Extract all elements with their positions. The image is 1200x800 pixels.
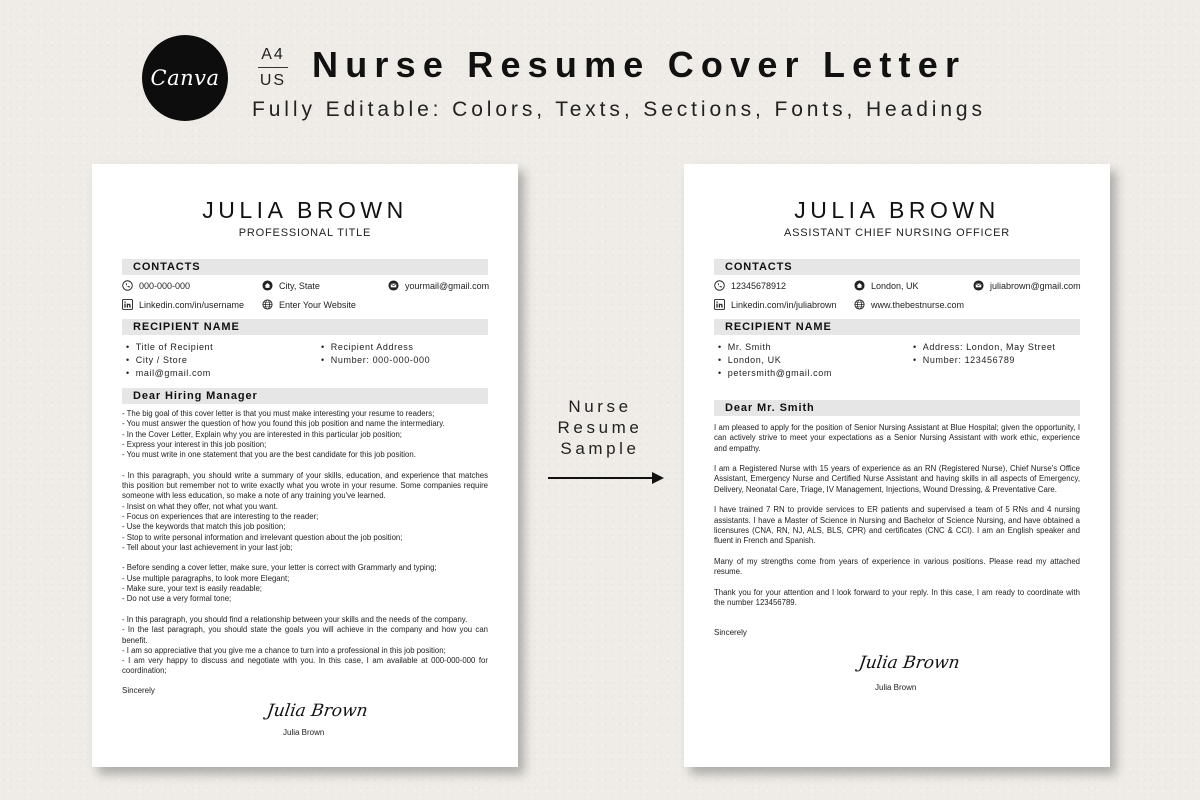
greeting-heading: Dear Hiring Manager bbox=[122, 388, 488, 404]
size-a4: A4 bbox=[258, 46, 288, 68]
letter-paragraph: Many of my strengths come from years of experience in various positions. Please read my attached resume. bbox=[714, 556, 1080, 577]
letter-paragraph: I am pleased to apply for the position of Senior Nursing Assistant at Blue Hospital; given the opportunity, I can actively strive to meet your expectations as a Senior Nursing Assistant with work ethic, experience and empathy. bbox=[714, 423, 1080, 453]
contact-location: City, State bbox=[262, 280, 320, 291]
signature: Julia Brown bbox=[857, 653, 961, 673]
phone-icon bbox=[122, 280, 133, 291]
letter-paragraph: I am a Registered Nurse with 15 years of experience as an RN (Registered Nurse), Chief Nurse's Office Assistant, Emergency Nurse and Certified Nurse Assistant and having skills in all aspects of Emergency, Delivery, Neonatal Care, Triage, IV Management, Injections, Wound Dressing, & Preventative Care. bbox=[714, 464, 1080, 494]
subtitle: Fully Editable: Colors, Texts, Sections, Fonts, Headings bbox=[252, 98, 986, 121]
resume-title: ASSISTANT CHIEF NURSING OFFICER bbox=[783, 227, 1011, 239]
signature-name: Julia Brown bbox=[875, 683, 917, 692]
location-icon bbox=[262, 280, 273, 291]
closing: Sincerely bbox=[122, 686, 155, 695]
linkedin-icon bbox=[714, 299, 725, 310]
contact-phone: 12345678912 bbox=[714, 280, 786, 291]
paper-size bbox=[258, 46, 288, 90]
contact-linkedin: Linkedin.com/in/username bbox=[122, 299, 244, 310]
letter-paragraph: Thank you for your attention and I look forward to your reply. In this case, I am ready to coordinate with the number 123456789. bbox=[714, 587, 1080, 608]
contact-website: Enter Your Website bbox=[262, 299, 356, 310]
contact-email: yourmail@gmail.com bbox=[388, 280, 489, 291]
letter-paragraph: - In this paragraph, you should write a summary of your skills, education, and experience that matches this position but remember not to write exactly what you wrote in your resume. Some companies require someone with less education, so make a note of any training you've learned. - Insist on what they offer, not what you want. - Focus on experiences that are interesting to the reader; - Use the keywords that match this job position; - Stop to write personal information and irrelevant question about the job position; - Tell about your last achievement in your last job; bbox=[122, 470, 488, 552]
letter-paragraph: - In this paragraph, you should find a relationship between your skills and the needs of the company. - In the last paragraph, you should state the goals you will achieve in the company and how you can benefit. - I am so appreciative that you give me a chance to turn into a professional in this job position; - I am very happy to discuss and negotiate with you. In this case, I am available at 000-000-000 for coordination; bbox=[122, 614, 488, 676]
contact-email: juliabrown@gmail.com bbox=[973, 280, 1081, 291]
location-icon bbox=[854, 280, 865, 291]
contacts-heading: CONTACTS bbox=[122, 259, 488, 275]
canva-logo bbox=[142, 35, 228, 121]
arrow-right-icon bbox=[548, 470, 666, 486]
recipient-item: • Number: 123456789 bbox=[913, 355, 1015, 365]
recipient-heading: RECIPIENT NAME bbox=[714, 319, 1080, 335]
globe-icon bbox=[262, 299, 273, 310]
recipient-item: • Number: 000-000-000 bbox=[321, 355, 430, 365]
mail-icon bbox=[973, 280, 984, 291]
recipient-item: • Recipient Address bbox=[321, 342, 414, 352]
contact-location: London, UK bbox=[854, 280, 919, 291]
recipient-item: • Title of Recipient bbox=[126, 342, 213, 352]
linkedin-icon bbox=[122, 299, 133, 310]
phone-icon bbox=[714, 280, 725, 291]
contact-linkedin: Linkedin.com/in/juliabrown bbox=[714, 299, 837, 310]
contact-website: www.thebestnurse.com bbox=[854, 299, 964, 310]
recipient-item: • City / Store bbox=[126, 355, 187, 365]
recipient-item: • Mr. Smith bbox=[718, 342, 771, 352]
recipient-item: • Address: London, May Street bbox=[913, 342, 1056, 352]
resume-name: JULIA BROWN bbox=[794, 197, 1000, 223]
greeting-heading: Dear Mr. Smith bbox=[714, 400, 1080, 416]
template-sheet bbox=[92, 164, 518, 767]
recipient-item: • petersmith@gmail.com bbox=[718, 368, 832, 378]
size-us: US bbox=[259, 72, 287, 89]
letter-body bbox=[714, 423, 1080, 619]
contacts-heading: CONTACTS bbox=[714, 259, 1080, 275]
globe-icon bbox=[854, 299, 865, 310]
letter-body bbox=[122, 409, 488, 687]
letter-paragraph: - The big goal of this cover letter is that you must make interesting your resume to readers; - You must answer the question of how you found this job position and name the intermediary. - In the Cover Letter, Explain why you are interested in this particular job position; - Express your interest in this job position; - You must write in one statement that you are the best candidate for this job position. bbox=[122, 409, 445, 460]
recipient-item: • London, UK bbox=[718, 355, 781, 365]
signature: Julia Brown bbox=[265, 701, 369, 721]
resume-name: JULIA BROWN bbox=[202, 197, 408, 223]
sample-sheet bbox=[684, 164, 1110, 767]
logo-text: Canva bbox=[150, 66, 220, 90]
sample-label: Nurse Resume Sample bbox=[557, 397, 643, 458]
closing: Sincerely bbox=[714, 628, 747, 637]
recipient-heading: RECIPIENT NAME bbox=[122, 319, 488, 335]
letter-paragraph: I have trained 7 RN to provide services to ER patients and supervised a team of 5 RNs and 4 nursing assistants. I have a Master of Science in Nursing and Bachelor of Science Nursing, and have obtained a licensures (CNA, RN, NJ, ALS, BLS, CPR) and certificates (CNC & CCI). I am an English speaker and fluent in French and Spanish. bbox=[714, 505, 1080, 546]
resume-title: PROFESSIONAL TITLE bbox=[238, 227, 372, 239]
mail-icon bbox=[388, 280, 399, 291]
signature-name: Julia Brown bbox=[283, 728, 325, 737]
recipient-item: • mail@gmail.com bbox=[126, 368, 211, 378]
contact-phone: 000-000-000 bbox=[122, 280, 190, 291]
letter-paragraph: - Before sending a cover letter, make sure, your letter is correct with Grammarly and typing; - Use multiple paragraphs, to look more Elegant; - Make sure, your text is easily readable; - Do not use a very formal tone; bbox=[122, 563, 437, 604]
main-title: Nurse Resume Cover Letter bbox=[312, 44, 967, 85]
